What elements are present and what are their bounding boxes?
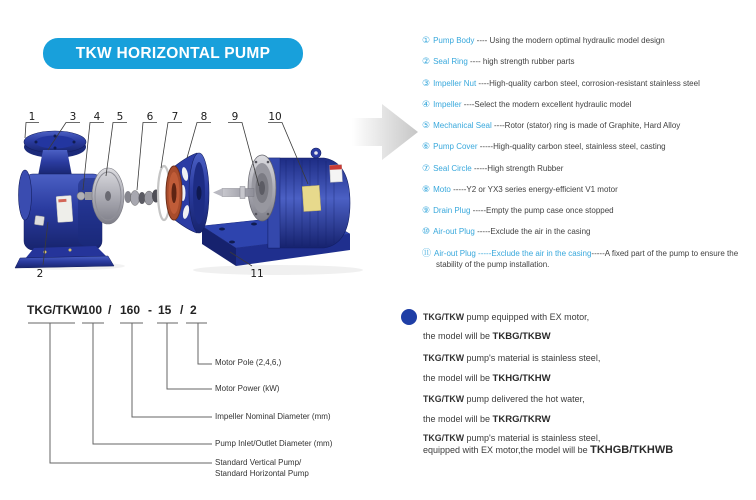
motor-shaft: [213, 187, 254, 199]
item-number-badge: ①: [422, 36, 431, 46]
part-name: Impeller Nut: [433, 78, 477, 88]
item-number-badge: ④: [422, 99, 431, 110]
part-desc: ----High-quality carbon steel, corrosion-resistant stainless steel: [476, 78, 700, 88]
part-name: Impeller: [433, 99, 462, 109]
part-name: Seal Circle: [433, 163, 472, 173]
item-number-badge: ⑩: [422, 227, 431, 238]
variant-line: the model will be TKHG/TKHW: [423, 373, 551, 384]
part-desc: -----Y2 or YX3 series energy-efficient V1 motor: [450, 184, 618, 194]
part-desc: -----Empty the pump case once stopped: [470, 206, 614, 215]
model-code-lines: [20, 300, 365, 500]
parts-list-item: [422, 164, 756, 175]
impeller-nut: [77, 192, 85, 200]
seal-ring-part: [34, 215, 44, 225]
variant-line: TKG/TKW pump delivered the hot water,: [423, 394, 585, 404]
mechanical-seal-illustration: [125, 190, 161, 206]
callout-10: 10: [268, 111, 282, 123]
part-desc: -----High-quality carbon steel, stainless steel, casting: [477, 142, 666, 152]
callout-1: 1: [28, 111, 36, 123]
part-name: Air-out Plug: [433, 227, 475, 237]
variant-line: equipped with EX motor,the model will be TKHGB/TKHWB: [423, 444, 674, 456]
model-separator: -: [148, 303, 152, 317]
part-name: Air-out Plug: [434, 248, 476, 258]
parts-list-item: [422, 142, 756, 153]
callout-6: 6: [146, 111, 154, 123]
part-desc: -----A fixed part of the pump to ensure the stability of the pump installation.: [436, 248, 739, 269]
callout-5: 5: [116, 111, 124, 123]
part-name: Pump Cover: [433, 142, 478, 152]
item-number-badge: ⑨: [422, 206, 431, 216]
item-number-badge: ③: [422, 78, 431, 89]
parts-list-item: [422, 100, 756, 111]
part-desc: ----Select the modern excellent hydraulic model: [461, 99, 632, 109]
item-number-badge: ⑪: [422, 248, 432, 259]
part-desc: -----High strength Rubber: [471, 163, 564, 173]
parts-list-item: [422, 206, 756, 217]
motor-red-white-label: [330, 165, 343, 183]
item-number-badge: ⑥: [422, 142, 431, 153]
part-name: Pump Body: [433, 36, 475, 45]
arrow-right-icon: [352, 104, 418, 160]
item-number-badge: ②: [422, 57, 431, 68]
label-impeller-diameter: Impeller Nominal Diameter (mm): [215, 412, 331, 421]
model-power: 15: [158, 303, 172, 317]
part-desc: ---- Using the modern optimal hydraulic model design: [474, 36, 665, 45]
callout-3: 3: [69, 111, 77, 123]
label-series-line1: Standard Vertical Pump/: [215, 458, 302, 467]
variant-line: TKG/TKW pump equipped with EX motor,: [423, 312, 590, 322]
label-motor-pole: Motor Pole (2,4,6,): [215, 358, 282, 367]
parts-list-item: [422, 185, 756, 196]
parts-list-item: [422, 121, 756, 132]
motor-yellow-label: [302, 185, 321, 211]
item-number-badge: ⑧: [422, 184, 431, 195]
part-name: Mechanical Seal: [433, 121, 492, 130]
model-separator: /: [180, 303, 184, 317]
parts-list-item: [422, 36, 756, 47]
pump-side-flange: [19, 170, 32, 220]
model-inlet-diameter: 100: [82, 303, 103, 317]
label-inlet-diameter: Pump Inlet/Outlet Diameter (mm): [215, 439, 333, 448]
item-number-badge: ⑤: [422, 121, 431, 131]
label-series-line2: Standard Horizontal Pump: [215, 469, 309, 478]
part-name: Drain Plug: [433, 206, 471, 215]
variant-line: the model will be TKBG/TKBW: [423, 331, 551, 342]
title-banner: [43, 38, 303, 69]
callout-9: 9: [231, 111, 239, 123]
model-variants-note: [400, 303, 752, 473]
exploded-pump-diagram: [10, 100, 420, 290]
variant-line: the model will be TKRG/TKRW: [423, 414, 551, 425]
callout-7: 7: [171, 111, 179, 123]
model-pole: 2: [190, 303, 197, 317]
part-desc-highlight: -----Exclude the air in the casing: [475, 248, 592, 258]
part-desc: -----Exclude the air in the casing: [474, 227, 591, 237]
part-name: Seal Ring: [433, 57, 468, 67]
page-title: TKW HORIZONTAL PUMP: [75, 44, 271, 62]
callout-4: 4: [93, 111, 101, 123]
model-impeller-diameter: 160: [120, 303, 141, 317]
variant-line: TKG/TKW pump's material is stainless steel,: [423, 433, 601, 443]
pump-foot-plate: [15, 256, 114, 268]
part-desc: ----Rotor (stator) ring is made of Graphite, Hard Alloy: [491, 121, 681, 130]
item-number-badge: ⑦: [422, 163, 431, 174]
model-series: TKG/TKW: [27, 303, 83, 317]
parts-list-item: [422, 57, 756, 68]
pump-cover-illustration: [166, 153, 209, 233]
part-name: Moto: [433, 184, 451, 194]
bullet-dot-icon: [401, 309, 417, 325]
parts-list: [422, 36, 756, 270]
parts-list-item: [422, 249, 756, 270]
variant-line: TKG/TKW pump's material is stainless steel,: [423, 353, 601, 363]
callout-2: 2: [36, 268, 44, 280]
callout-8: 8: [200, 111, 208, 123]
model-code-legend: [20, 300, 365, 500]
label-motor-power: Motor Power (kW): [215, 384, 280, 393]
callout-11: 11: [250, 268, 264, 280]
part-desc: ---- high strength rubber parts: [467, 57, 575, 67]
model-separator: /: [108, 303, 112, 317]
parts-list-item: [422, 227, 756, 238]
parts-list-item: [422, 79, 756, 90]
